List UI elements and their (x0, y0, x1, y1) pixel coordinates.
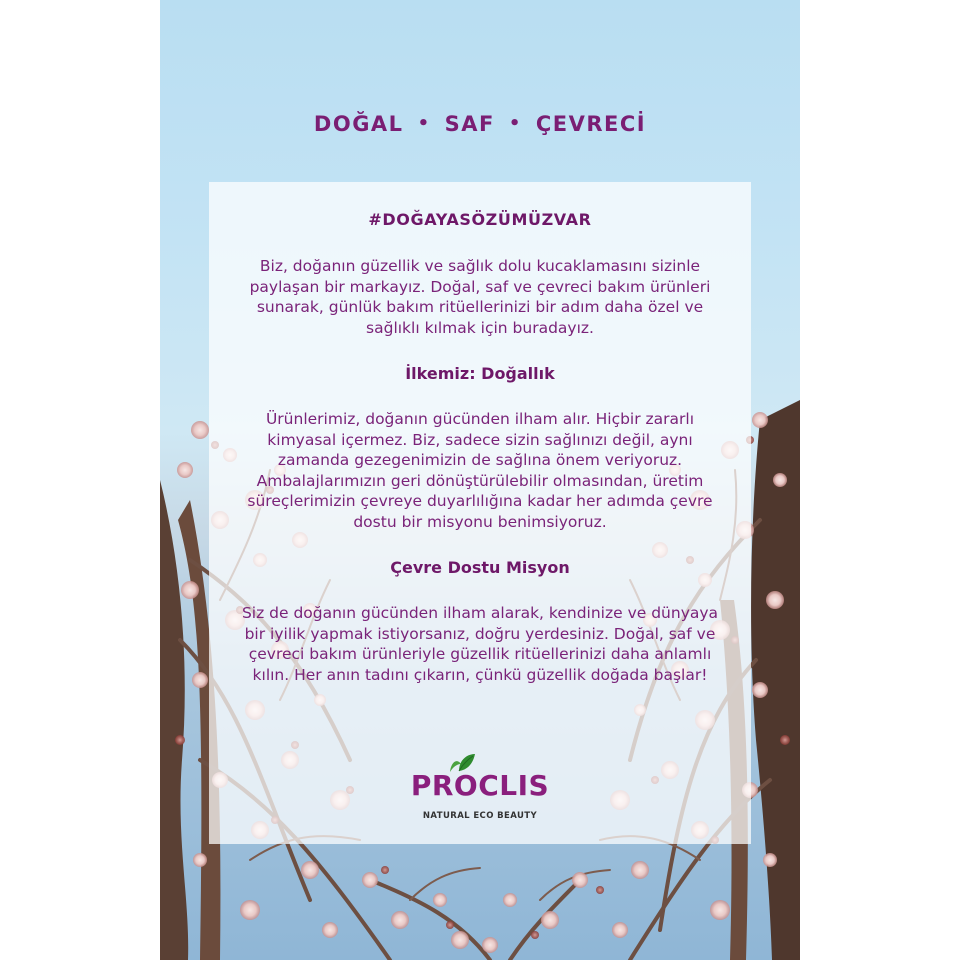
tagline (160, 112, 800, 136)
tagline-word-cevreci: ÇEVRECİ (535, 112, 647, 136)
hashtag-heading: #DOĞAYASÖZÜMÜZVAR (368, 210, 592, 229)
poster (160, 0, 800, 960)
mission-paragraph: Siz de doğanın gücünden ilham alarak, kendinize ve dünyaya bir iyilik yapmak istiyorsanız, doğru yerdesiniz. Doğal, saf ve çevreci bakım ürünleriyle güzellik ritüellerinizi daha anlamlı kılın. Her anın tadını çıkarın, çünkü güzellik doğada başlar! (241, 604, 719, 684)
logo-tagline: NATURAL ECO BEAUTY (422, 811, 538, 821)
section-title-principle: İlkemiz: Doğallık (405, 364, 555, 383)
tagline-word-dogal: DOĞAL (313, 112, 404, 136)
tagline-word-saf: SAF (444, 112, 495, 136)
intro-paragraph: Biz, doğanın güzellik ve sağlık dolu kucaklamasını sizinle paylaşan bir markayız. Doğal, saf ve çevreci bakım ürünleri sunarak, günlük bakım ritüellerinizi bir adım daha özel ve sağlıklı kılmak için buradayız. (249, 257, 711, 337)
tagline-separator: • (508, 113, 522, 134)
tagline-separator: • (417, 113, 431, 134)
logo-wordmark (410, 769, 550, 830)
leaf-icon (447, 752, 477, 774)
content-card (209, 182, 751, 844)
section-title-mission: Çevre Dostu Misyon (390, 558, 570, 577)
principle-paragraph: Ürünlerimiz, doğanın gücünden ilham alır. Hiçbir zararlı kimyasal içermez. Biz, sadece sizin sağlınızı değil, aynı zamanda gezegenimizin de sağlına önem veriyoruz. Ambalajlarımızın geri dönüştürülebilir olmasından, üretim süreçlerimizin çevreye duyarlılığına kadar her adımda çevre dostu bir misyonu benimsiyoruz. (247, 410, 713, 531)
brand-logo (209, 769, 751, 830)
logo-name: PROCLIS (410, 769, 550, 802)
